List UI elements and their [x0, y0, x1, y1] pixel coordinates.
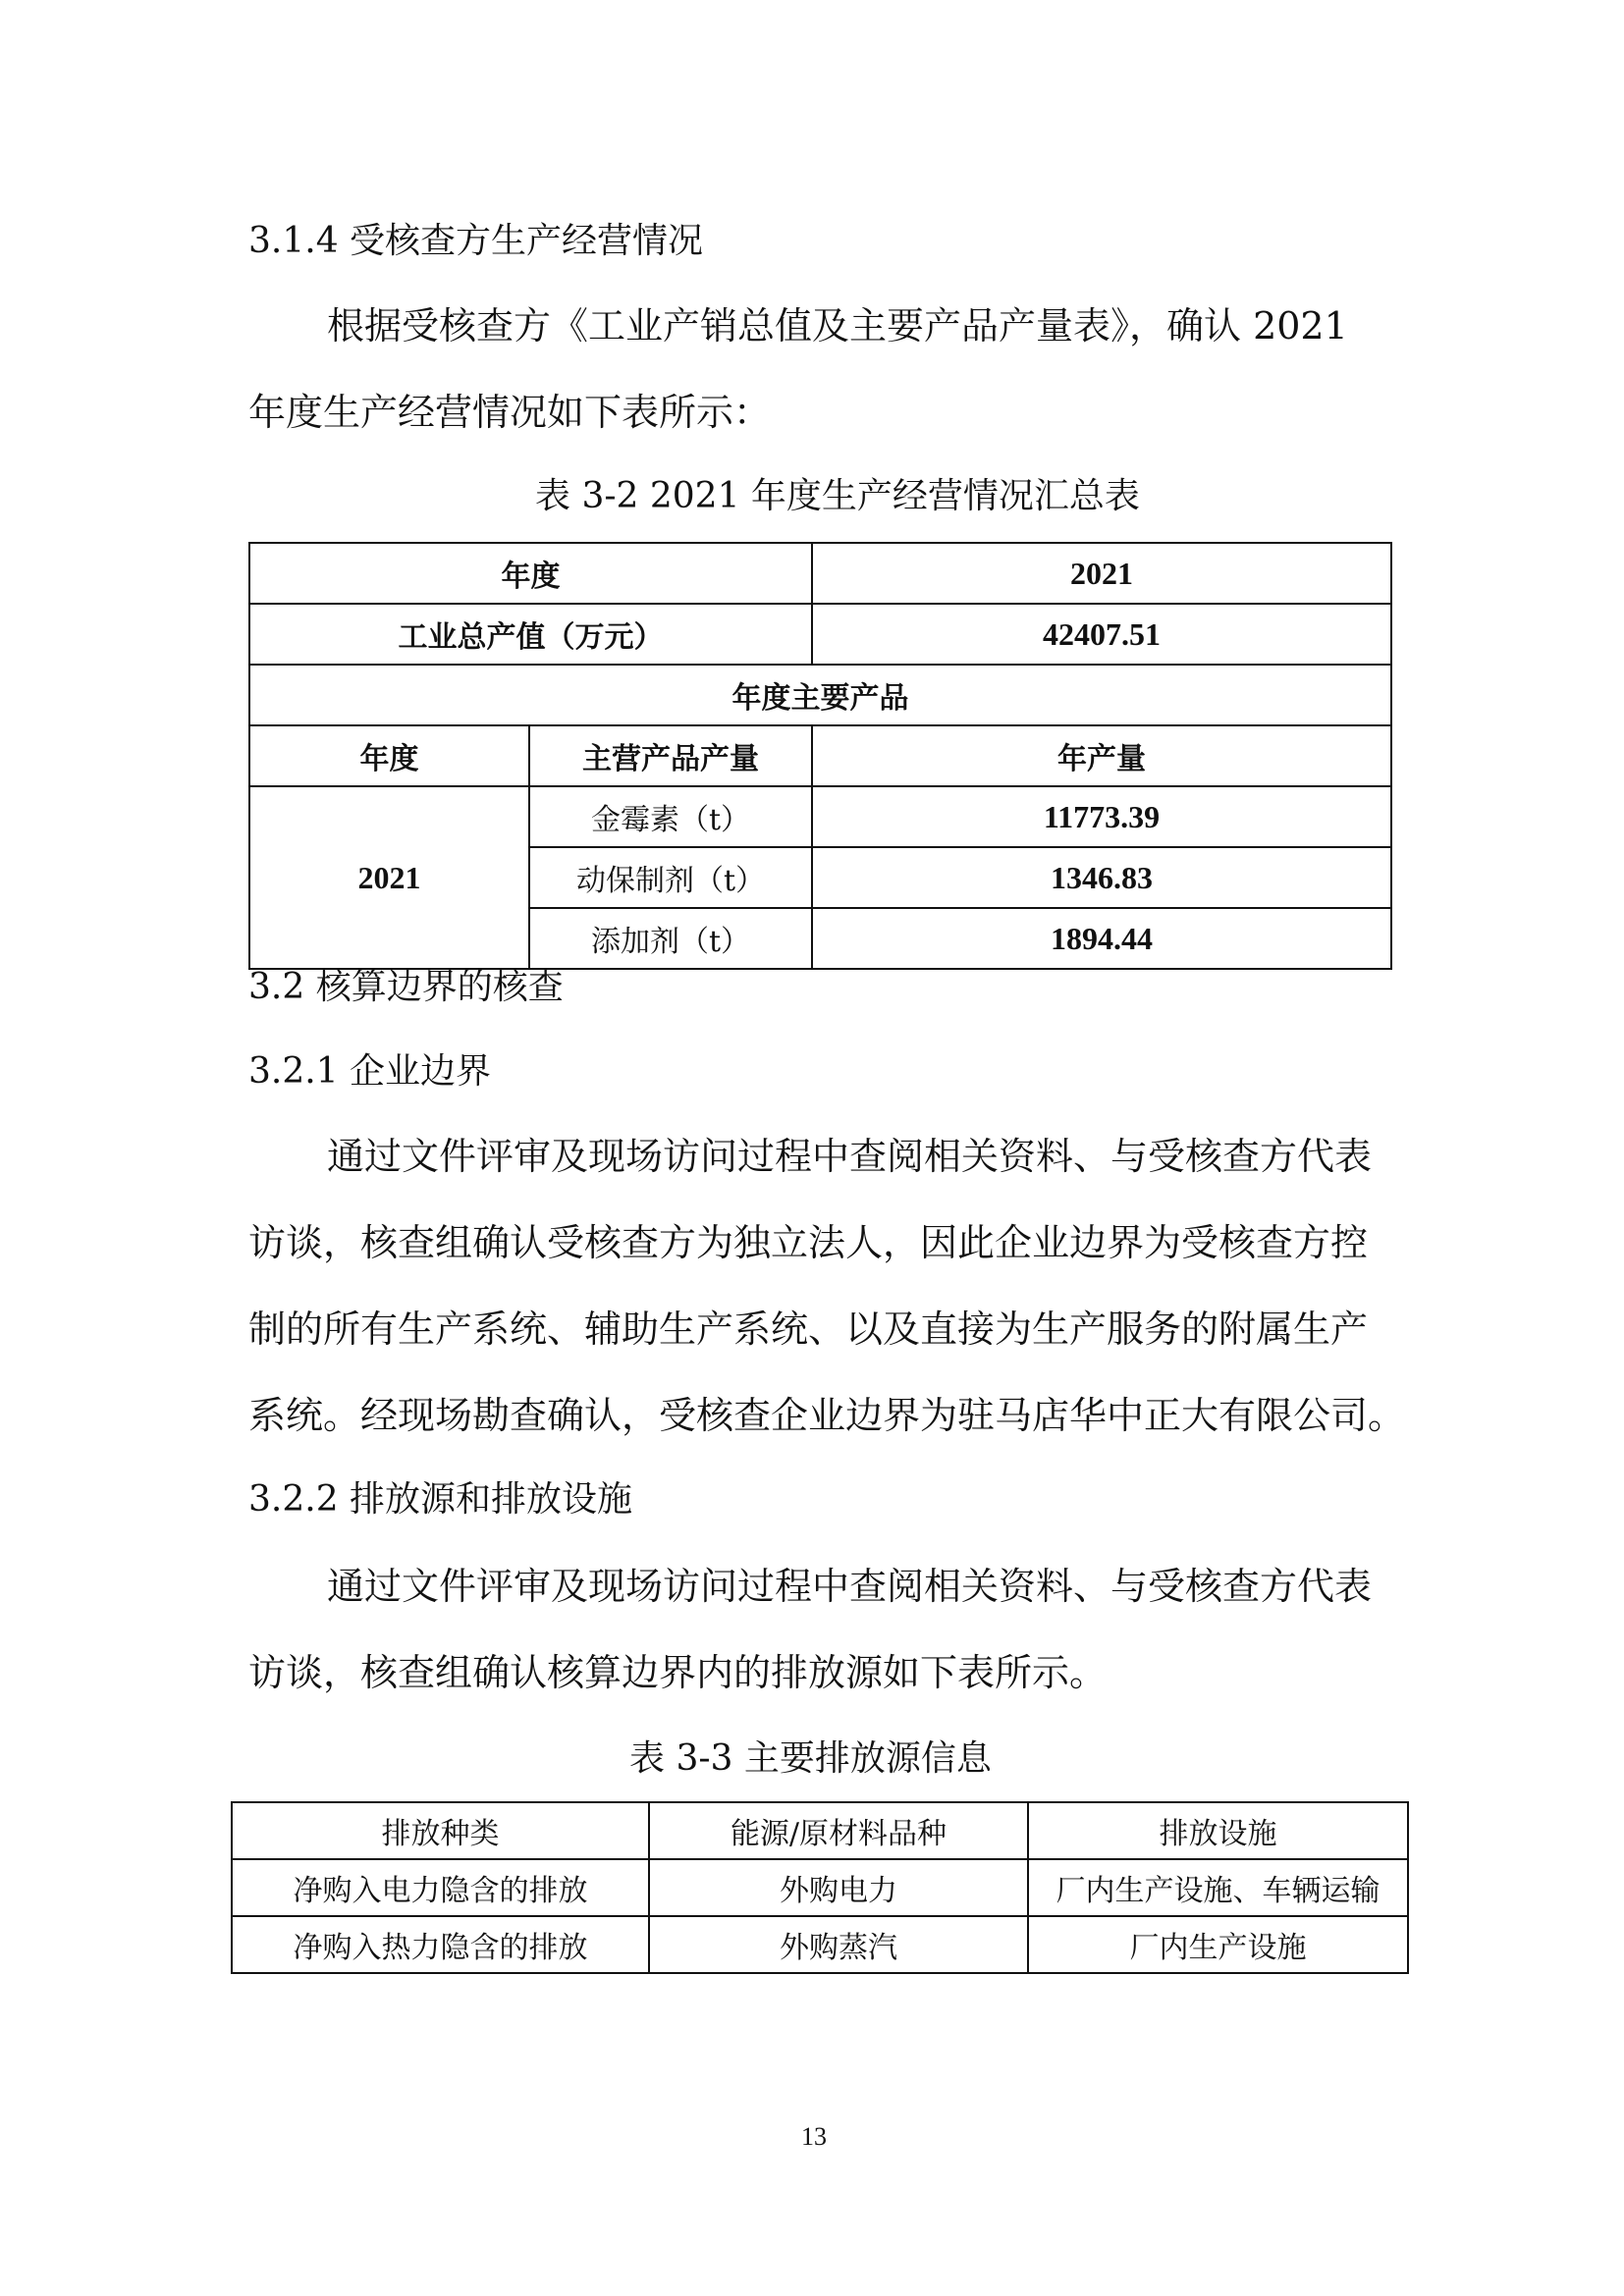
table-row — [249, 543, 1391, 604]
table-cell: 工业总产值（万元） — [249, 604, 812, 665]
table-cell: 42407.51 — [812, 604, 1391, 665]
table-header-cell: 主营产品产量 — [529, 725, 812, 786]
table-cell: 2021 — [249, 786, 529, 969]
paragraph-line: 访谈，核查组确认核算边界内的排放源如下表所示。 — [248, 1651, 1108, 1694]
section-3-1-4-title: 3.1.4 受核查方生产经营情况 — [248, 221, 704, 261]
paragraph-line: 访谈，核查组确认受核查方为独立法人，因此企业边界为受核查方控 — [248, 1221, 1369, 1264]
section-3-2-1-title: 3.2.1 企业边界 — [248, 1051, 492, 1092]
paragraph-line: 通过文件评审及现场访问过程中查阅相关资料、与受核查方代表 — [327, 1135, 1373, 1178]
table-3-2-caption: 表 3-2 2021 年度生产经营情况汇总表 — [535, 476, 1140, 516]
table-3-3-caption: 表 3-3 主要排放源信息 — [629, 1738, 992, 1779]
section-3-2-title: 3.2 核算边界的核查 — [248, 967, 564, 1007]
section-3-2-2-title: 3.2.2 排放源和排放设施 — [248, 1479, 633, 1520]
table-cell: 添加剂（t） — [529, 908, 812, 969]
page-number: 13 — [801, 2122, 827, 2151]
table-cell: 1894.44 — [812, 908, 1391, 969]
table-row — [249, 725, 1391, 786]
table-header-cell: 年度 — [249, 725, 529, 786]
table-cell: 年度主要产品 — [249, 665, 1391, 725]
table-cell: 2021 — [812, 543, 1391, 604]
table-row — [232, 1859, 1408, 1916]
table-cell: 净购入电力隐含的排放 — [232, 1859, 649, 1916]
table-cell: 金霉素（t） — [529, 786, 812, 847]
table-header-cell: 排放设施 — [1028, 1802, 1408, 1859]
table-cell: 1346.83 — [812, 847, 1391, 908]
table-cell: 厂内生产设施 — [1028, 1916, 1408, 1973]
table-row — [232, 1802, 1408, 1859]
table-cell: 厂内生产设施、车辆运输 — [1028, 1859, 1408, 1916]
table-cell: 净购入热力隐含的排放 — [232, 1916, 649, 1973]
paragraph-line: 系统。经现场勘查确认，受核查企业边界为驻马店华中正大有限公司。 — [248, 1394, 1406, 1437]
table-cell: 年度 — [249, 543, 812, 604]
table-header-cell: 排放种类 — [232, 1802, 649, 1859]
paragraph-line: 制的所有生产系统、辅助生产系统、以及直接为生产服务的附属生产 — [248, 1308, 1369, 1351]
table-row — [249, 665, 1391, 725]
table-row — [232, 1916, 1408, 1973]
table-row — [249, 786, 1391, 847]
paragraph-line: 根据受核查方《工业产销总值及主要产品产量表》，确认 2021 — [327, 304, 1348, 347]
table-header-cell: 年产量 — [812, 725, 1391, 786]
table-row — [249, 604, 1391, 665]
table-cell: 外购蒸汽 — [649, 1916, 1028, 1973]
table-cell: 动保制剂（t） — [529, 847, 812, 908]
emission-sources-table — [231, 1801, 1409, 1974]
paragraph-line: 通过文件评审及现场访问过程中查阅相关资料、与受核查方代表 — [327, 1565, 1373, 1608]
table-cell: 11773.39 — [812, 786, 1391, 847]
table-header-cell: 能源/原材料品种 — [649, 1802, 1028, 1859]
table-cell: 外购电力 — [649, 1859, 1028, 1916]
production-summary-table — [248, 542, 1392, 970]
paragraph-line: 年度生产经营情况如下表所示： — [248, 391, 772, 434]
